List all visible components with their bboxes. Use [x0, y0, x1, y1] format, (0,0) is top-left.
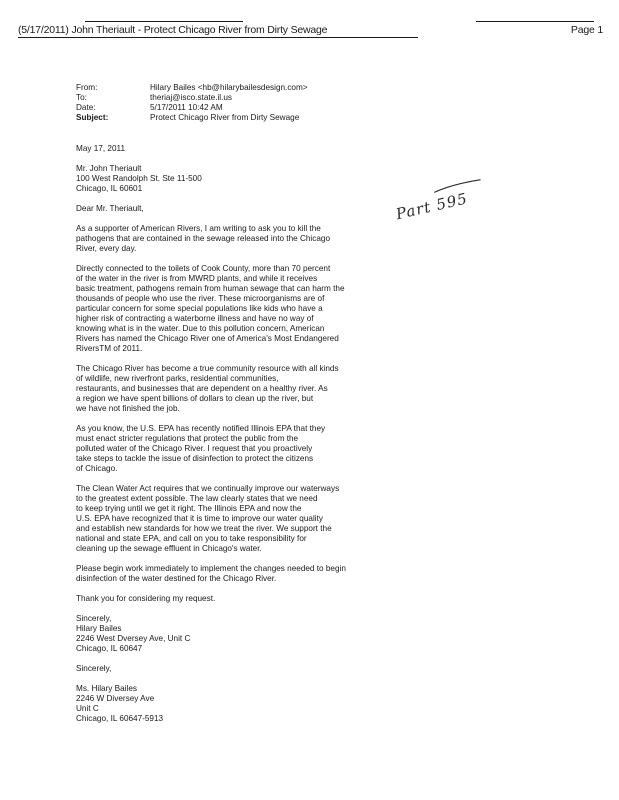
annotation-text: Part 595: [394, 189, 470, 224]
paragraph-line: to the greatest extent possible. The law clearly states that we need: [76, 494, 318, 503]
paragraph-line: to keep trying until we get it right. The Illinois EPA and now the: [76, 504, 302, 513]
meta-label: From:: [76, 83, 98, 92]
paragraph-line: of Chicago.: [76, 464, 118, 473]
closing: Sincerely,: [76, 664, 112, 673]
paragraph-line: U.S. EPA have recognized that it is time to improve our water quality: [76, 514, 323, 523]
paragraph-line: higher risk of contracting a waterborne illness and have no way of: [76, 314, 314, 323]
meta-label: Date:: [76, 103, 96, 112]
paragraph-line: we have not finished the job.: [76, 404, 180, 413]
paragraph-line: RiversTM of 2011.: [76, 344, 143, 353]
signature-line: 2246 West Dversey Ave, Unit C: [76, 634, 191, 643]
meta-label: To:: [76, 93, 87, 102]
paragraph-line: disinfection of the water destined for the Chicago River.: [76, 574, 277, 583]
handwritten-annotation: [392, 175, 490, 233]
signature-line: Ms. Hilary Bailes: [76, 684, 137, 693]
paragraph-line: of the water in the river is from MWRD plants, and while it receives: [76, 274, 318, 283]
page-number: Page 1: [570, 24, 603, 36]
closing: Sincerely,: [76, 614, 112, 623]
paragraph-line: and establish new standards for how we treat the river. We support the: [76, 524, 332, 533]
header-underline: [18, 37, 418, 38]
page-header: [18, 22, 603, 38]
paragraph-line: As a supporter of American Rivers, I am writing to ask you to kill the: [76, 224, 321, 233]
paragraph-line: cleaning up the sewage effluent in Chicago's water.: [76, 544, 262, 553]
paragraph-line: Please begin work immediately to implement the changes needed to begin: [76, 564, 346, 573]
paragraph-line: of wildlife, new riverfront parks, residential communities,: [76, 374, 279, 383]
paragraph-line: national and state EPA, and call on you to take responsibility for: [76, 534, 307, 543]
paragraph-line: thousands of people who use the river. These microorganisms are of: [76, 294, 325, 303]
signature-line: Chicago, IL 60647: [76, 644, 143, 653]
paragraph-line: take steps to tackle the issue of disinfection to protect the citizens: [76, 454, 314, 463]
salutation: Dear Mr. Theriault,: [76, 204, 144, 213]
paragraph-line: The Clean Water Act requires that we continually improve our waterways: [76, 484, 340, 493]
meta-value: theriaj@isco.state.il.us: [150, 93, 233, 102]
paragraph-line: restaurants, and businesses that are dependent on a healthy river. As: [76, 384, 328, 393]
meta-label: Subject:: [76, 113, 109, 122]
paragraph-line: particular concern for some special populations like kids who have a: [76, 304, 323, 313]
paragraph-line: knowing what is in the water. Due to this pollution concern, American: [76, 324, 325, 333]
paragraph-line: As you know, the U.S. EPA has recently notified Illinois EPA that they: [76, 424, 326, 433]
signature-line: Hilary Bailes: [76, 624, 122, 633]
paragraph-line: a region we have spent billions of dollars to clean up the river, but: [76, 394, 314, 403]
signature-line: 2246 W Diversey Ave: [76, 694, 155, 703]
meta-value: Hilary Bailes <hb@hilarybailesdesign.com>: [150, 83, 308, 92]
paragraph-line: basic treatment, pathogens remain from human sewage that can harm the: [76, 284, 345, 293]
paragraph-line: polluted water of the Chicago River. I request that you proactively: [76, 444, 313, 453]
paragraph-line: Directly connected to the toilets of Cook County, more than 70 percent: [76, 264, 331, 273]
paragraph-line: Thank you for considering my request.: [76, 594, 216, 603]
letter-date: May 17, 2011: [76, 144, 126, 153]
signature-line: Chicago, IL 60647-5913: [76, 714, 164, 723]
paragraph-line: River, every day.: [76, 244, 137, 253]
paragraph-line: must enact stricter regulations that protect the public from the: [76, 434, 299, 443]
paragraph-line: Rivers has named the Chicago River one of America's Most Endangered: [76, 334, 339, 343]
letter-body: [76, 144, 348, 724]
recipient-line: 100 West Randolph St. Ste 11-500: [76, 174, 202, 183]
meta-value: 5/17/2011 10:42 AM: [150, 103, 223, 112]
recipient-line: Chicago, IL 60601: [76, 184, 143, 193]
paragraph-line: The Chicago River has become a true community resource with all kinds: [76, 364, 339, 373]
signature-line: Unit C: [76, 704, 99, 713]
header-title: (5/17/2011) John Theriault - Protect Chicago River from Dirty Sewage: [18, 24, 328, 36]
paragraph-line: pathogens that are contained in the sewage released into the Chicago: [76, 234, 330, 243]
recipient-line: Mr. John Theriault: [76, 164, 142, 173]
meta-value: Protect Chicago River from Dirty Sewage: [150, 113, 300, 122]
